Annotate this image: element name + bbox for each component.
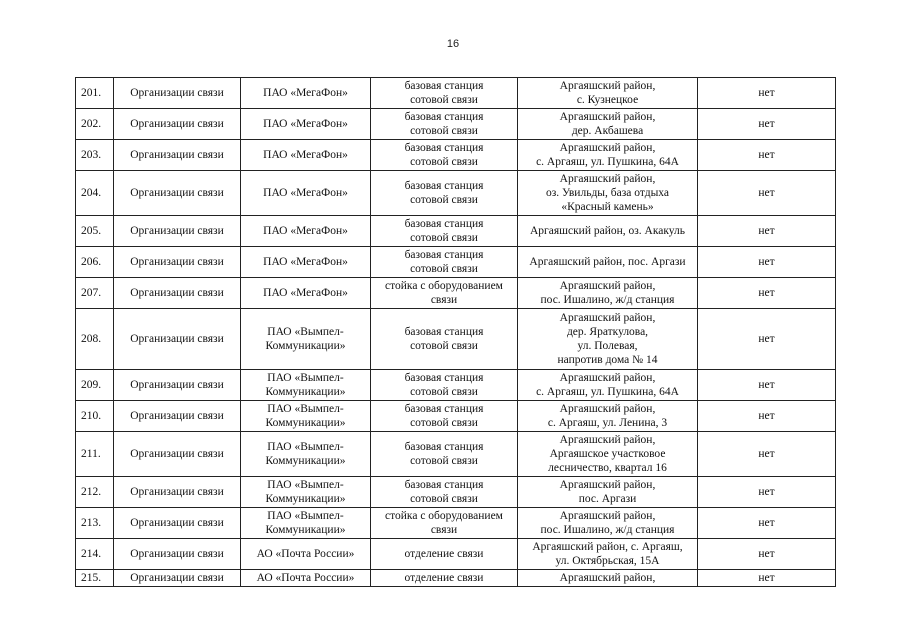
category-cell: Организации связи (114, 432, 241, 477)
status-cell: нет (698, 140, 836, 171)
address-cell: Аргаяшский район, с. Аргаяш, ул. Пушкина, 64А (518, 140, 698, 171)
category-cell: Организации связи (114, 539, 241, 570)
row-number: 205. (76, 216, 114, 247)
row-number: 214. (76, 539, 114, 570)
status-cell: нет (698, 309, 836, 370)
row-number: 203. (76, 140, 114, 171)
category-cell: Организации связи (114, 247, 241, 278)
row-number: 211. (76, 432, 114, 477)
table-row (76, 278, 836, 309)
organization-cell: ПАО «МегаФон» (241, 109, 371, 140)
address-cell: Аргаяшский район, оз. Увильды, база отдыха «Красный камень» (518, 171, 698, 216)
table-row (76, 539, 836, 570)
table-row (76, 432, 836, 477)
status-cell: нет (698, 216, 836, 247)
address-cell: Аргаяшский район, с. Аргаяш, ул. Октябрьская, 15А (518, 539, 698, 570)
object-type-cell: базовая станция сотовой связи (371, 309, 518, 370)
address-cell: Аргаяшский район, дер. Акбашева (518, 109, 698, 140)
object-type-cell: базовая станция сотовой связи (371, 432, 518, 477)
object-type-cell: базовая станция сотовой связи (371, 247, 518, 278)
organization-cell: ПАО «Вымпел- Коммуникации» (241, 508, 371, 539)
object-type-cell: базовая станция сотовой связи (371, 216, 518, 247)
category-cell: Организации связи (114, 477, 241, 508)
table-row (76, 109, 836, 140)
object-type-cell: стойка с оборудованием связи (371, 508, 518, 539)
address-cell: Аргаяшский район, Аргаяшское участковое лесничество, квартал 16 (518, 432, 698, 477)
status-cell: нет (698, 247, 836, 278)
table-row (76, 247, 836, 278)
category-cell: Организации связи (114, 370, 241, 401)
address-cell: Аргаяшский район, (518, 570, 698, 587)
organization-cell: ПАО «МегаФон» (241, 171, 371, 216)
status-cell: нет (698, 539, 836, 570)
row-number: 213. (76, 508, 114, 539)
organizations-table (75, 77, 836, 587)
row-number: 204. (76, 171, 114, 216)
status-cell: нет (698, 109, 836, 140)
status-cell: нет (698, 477, 836, 508)
address-cell: Аргаяшский район, пос. Ишалино, ж/д станция (518, 278, 698, 309)
object-type-cell: отделение связи (371, 539, 518, 570)
row-number: 210. (76, 401, 114, 432)
object-type-cell: базовая станция сотовой связи (371, 401, 518, 432)
address-cell: Аргаяшский район, пос. Аргази (518, 247, 698, 278)
object-type-cell: базовая станция сотовой связи (371, 78, 518, 109)
organization-cell: ПАО «Вымпел- Коммуникации» (241, 477, 371, 508)
organization-cell: АО «Почта России» (241, 570, 371, 587)
row-number: 208. (76, 309, 114, 370)
object-type-cell: базовая станция сотовой связи (371, 109, 518, 140)
organization-cell: ПАО «Вымпел- Коммуникации» (241, 309, 371, 370)
table-row (76, 477, 836, 508)
row-number: 207. (76, 278, 114, 309)
row-number: 201. (76, 78, 114, 109)
category-cell: Организации связи (114, 278, 241, 309)
status-cell: нет (698, 171, 836, 216)
object-type-cell: базовая станция сотовой связи (371, 370, 518, 401)
category-cell: Организации связи (114, 171, 241, 216)
address-cell: Аргаяшский район, с. Аргаяш, ул. Ленина, 3 (518, 401, 698, 432)
status-cell: нет (698, 370, 836, 401)
status-cell: нет (698, 432, 836, 477)
status-cell: нет (698, 278, 836, 309)
organization-cell: ПАО «Вымпел- Коммуникации» (241, 432, 371, 477)
object-type-cell: стойка с оборудованием связи (371, 278, 518, 309)
organization-cell: ПАО «МегаФон» (241, 278, 371, 309)
address-cell: Аргаяшский район, пос. Ишалино, ж/д станция (518, 508, 698, 539)
category-cell: Организации связи (114, 570, 241, 587)
object-type-cell: базовая станция сотовой связи (371, 140, 518, 171)
organization-cell: ПАО «МегаФон» (241, 140, 371, 171)
category-cell: Организации связи (114, 140, 241, 171)
address-cell: Аргаяшский район, дер. Яраткулова, ул. Полевая, напротив дома № 14 (518, 309, 698, 370)
table-row (76, 508, 836, 539)
category-cell: Организации связи (114, 216, 241, 247)
table-row (76, 78, 836, 109)
organization-cell: ПАО «МегаФон» (241, 78, 371, 109)
row-number: 209. (76, 370, 114, 401)
row-number: 202. (76, 109, 114, 140)
table-row (76, 140, 836, 171)
status-cell: нет (698, 508, 836, 539)
organization-cell: АО «Почта России» (241, 539, 371, 570)
table-row (76, 370, 836, 401)
address-cell: Аргаяшский район, с. Кузнецкое (518, 78, 698, 109)
table-row (76, 216, 836, 247)
row-number: 212. (76, 477, 114, 508)
object-type-cell: базовая станция сотовой связи (371, 477, 518, 508)
table-row (76, 401, 836, 432)
status-cell: нет (698, 401, 836, 432)
organization-cell: ПАО «Вымпел- Коммуникации» (241, 370, 371, 401)
organization-cell: ПАО «МегаФон» (241, 216, 371, 247)
table-row (76, 171, 836, 216)
address-cell: Аргаяшский район, пос. Аргази (518, 477, 698, 508)
address-cell: Аргаяшский район, оз. Акакуль (518, 216, 698, 247)
category-cell: Организации связи (114, 309, 241, 370)
object-type-cell: отделение связи (371, 570, 518, 587)
category-cell: Организации связи (114, 78, 241, 109)
row-number: 215. (76, 570, 114, 587)
organization-cell: ПАО «МегаФон» (241, 247, 371, 278)
category-cell: Организации связи (114, 508, 241, 539)
address-cell: Аргаяшский район, с. Аргаяш, ул. Пушкина, 64А (518, 370, 698, 401)
organization-cell: ПАО «Вымпел- Коммуникации» (241, 401, 371, 432)
category-cell: Организации связи (114, 401, 241, 432)
category-cell: Организации связи (114, 109, 241, 140)
table-row (76, 309, 836, 370)
status-cell: нет (698, 78, 836, 109)
object-type-cell: базовая станция сотовой связи (371, 171, 518, 216)
row-number: 206. (76, 247, 114, 278)
table-row (76, 570, 836, 587)
status-cell: нет (698, 570, 836, 587)
page-number: 16 (446, 38, 460, 50)
